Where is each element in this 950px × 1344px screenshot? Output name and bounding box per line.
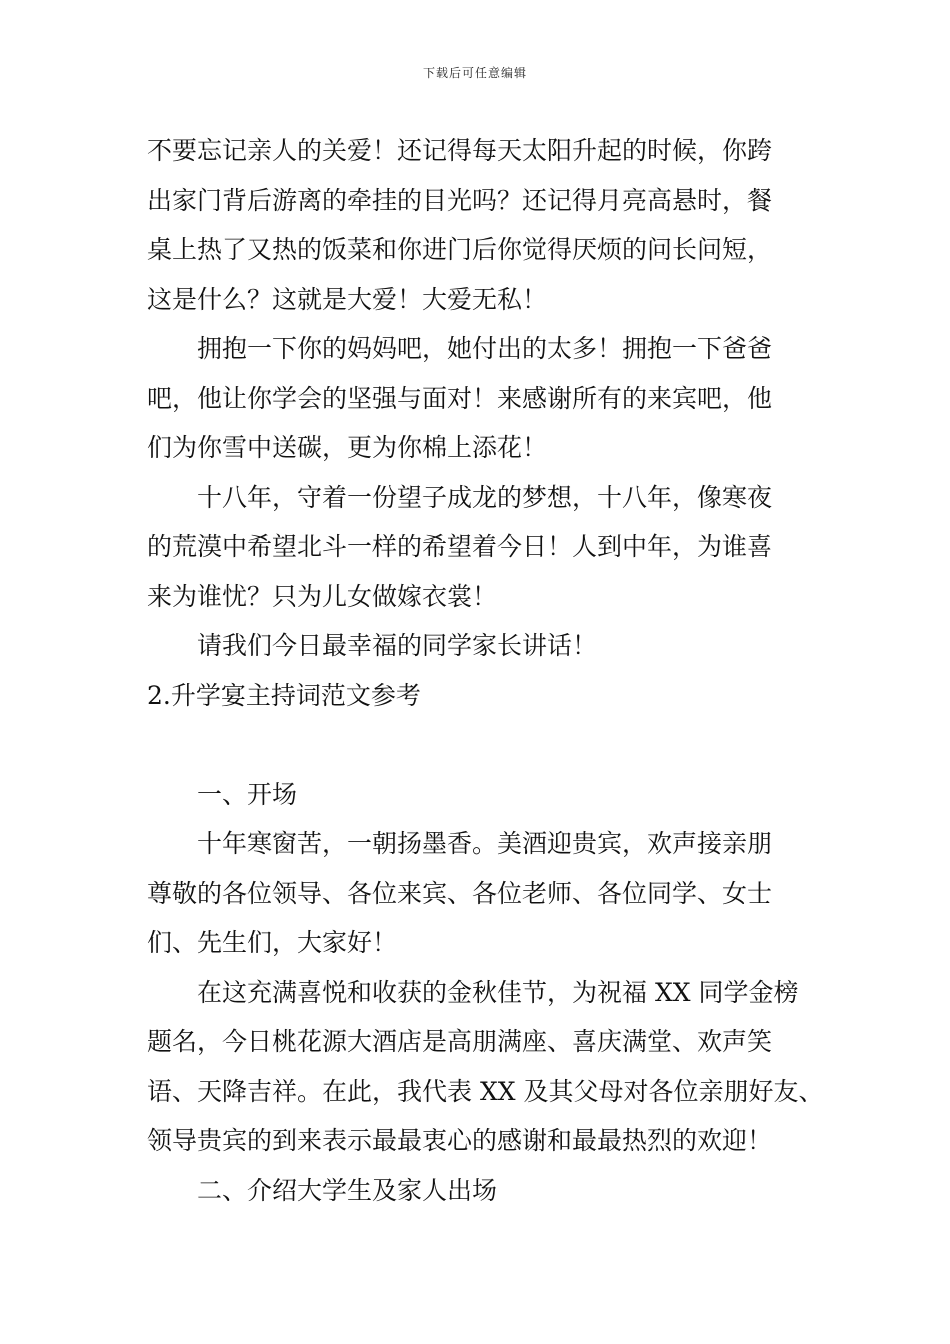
- paragraph-line: 的荒漠中希望北斗一样的希望着今日！人到中年，为谁喜: [147, 532, 773, 561]
- paragraph-line: 十年寒窗苦，一朝扬墨香。美酒迎贵宾，欢声接亲朋: [197, 829, 773, 858]
- paragraph-line: 请我们今日最幸福的同学家长讲话！: [197, 631, 598, 660]
- heading-opening: 一、开场: [197, 779, 298, 809]
- page-header: 下载后可任意编辑: [422, 66, 527, 80]
- paragraph-line: 们为你雪中送碳，更为你棉上添花！: [147, 433, 548, 462]
- heading-introduce-family: 二、介绍大学生及家人出场: [197, 1175, 498, 1205]
- paragraph-line: 在这充满喜悦和收获的金秋佳节，为祝福 XX 同学金榜: [197, 977, 799, 1007]
- paragraph-line: 出家门背后游离的牵挂的目光吗？还记得月亮高悬时，餐: [147, 185, 773, 215]
- blank-line: [147, 720, 827, 770]
- section-title: 2.升学宴主持词范文参考: [147, 680, 421, 710]
- paragraph-line: 不要忘记亲人的关爱！还记得每天太阳升起的时候，你跨: [147, 136, 773, 165]
- paragraph-line: 吧，他让你学会的坚强与面对！来感谢所有的来宾吧，他: [147, 383, 773, 413]
- paragraph-line: 来为谁忧？只为儿女做嫁衣裳！: [147, 581, 498, 611]
- document-body: [147, 126, 827, 1215]
- paragraph-line: 尊敬的各位领导、各位来宾、各位老师、各位同学、女士: [147, 878, 773, 908]
- paragraph-line: 题名，今日桃花源大酒店是高朋满座、喜庆满堂、欢声笑: [147, 1027, 773, 1056]
- paragraph-line: 领导贵宾的到来表示最最衷心的感谢和最最热烈的欢迎！: [147, 1126, 773, 1155]
- paragraph-line: 桌上热了又热的饭菜和你进门后你觉得厌烦的问长问短，: [147, 235, 773, 264]
- paragraph-line: 语、天降吉祥。在此，我代表 XX 及其父母对各位亲朋好友、: [147, 1076, 824, 1106]
- paragraph-line: 这是什么？这就是大爱！大爱无私！: [147, 284, 548, 314]
- paragraph-line: 们、先生们，大家好！: [147, 928, 398, 957]
- paragraph-line: 十八年，守着一份望子成龙的梦想，十八年，像寒夜: [197, 482, 773, 512]
- paragraph-line: 拥抱一下你的妈妈吧，她付出的太多！拥抱一下爸爸: [197, 334, 773, 363]
